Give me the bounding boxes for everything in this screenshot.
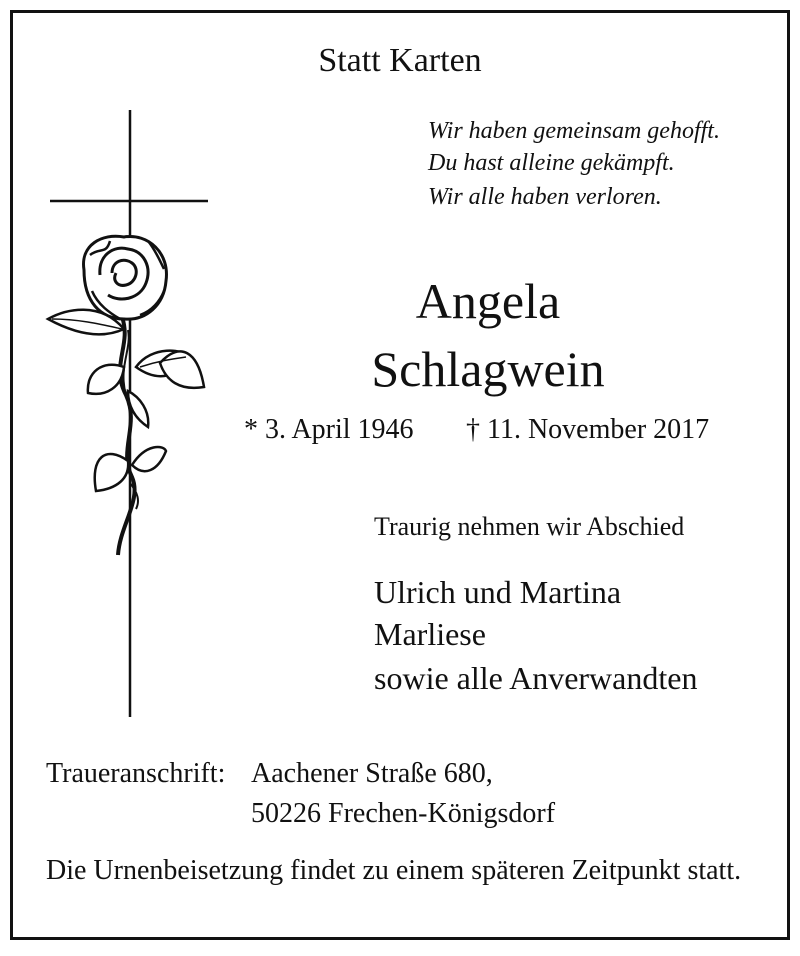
address-label: Traueranschrift: bbox=[46, 758, 226, 789]
deceased-last-name: Schlagwein bbox=[371, 341, 605, 397]
mourner-3: sowie alle Anverwandten bbox=[374, 660, 698, 696]
poem-line-3: Wir alle haben verloren. bbox=[428, 184, 662, 210]
address-line-1: Aachener Straße 680, bbox=[251, 758, 493, 789]
address-line-2: 50226 Frechen-Königsdorf bbox=[251, 798, 556, 829]
death-date: † 11. November 2017 bbox=[466, 414, 710, 445]
header-statt-karten: Statt Karten bbox=[318, 42, 482, 79]
deceased-first-name: Angela bbox=[415, 273, 561, 329]
poem-line-2: Du hast alleine gekämpft. bbox=[428, 150, 675, 176]
farewell-text: Traurig nehmen wir Abschied bbox=[374, 512, 685, 541]
birth-date: * 3. April 1946 bbox=[244, 414, 414, 445]
mourner-2: Marliese bbox=[374, 616, 486, 652]
poem-line-1: Wir haben gemeinsam gehofft. bbox=[428, 118, 720, 144]
mourner-1: Ulrich und Martina bbox=[374, 574, 622, 610]
cross-with-rose-icon bbox=[40, 105, 220, 725]
burial-note: Die Urnenbeisetzung findet zu einem späteren Zeitpunkt statt. bbox=[46, 855, 742, 886]
